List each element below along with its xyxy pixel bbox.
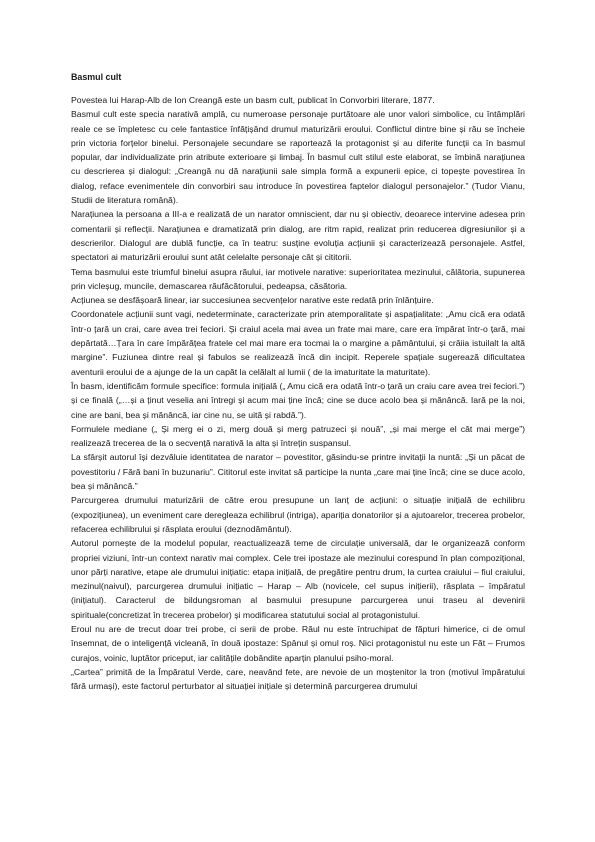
paragraph: „Cartea” primită de la Împăratul Verde, care, neavând fete, are nevoie de un moștenitor la tron (motivul împăratului fără urmași), este factorul perturbator al situației inițiale și determină parcurgerea drumului (71, 666, 525, 692)
paragraph: Formulele mediane („ Și merg ei o zi, merg două și merg patruzeci și nouă”, „și mai merge el cât mai merge”) realizează trecerea de la o secvență narativă la alta și întrețin suspansul. (71, 423, 525, 449)
paragraph: Tema basmului este triumful binelui asupra răului, iar motivele narative: superioritatea mezinului, călătoria, supunerea prin vicleșug, muncile, demascarea răufăcătorului, pedeapsa, căsătoria. (71, 266, 525, 291)
document-title: Basmul cult (71, 72, 122, 82)
paragraph: Narațiunea la persoana a III-a e realizată de un narator omniscient, dar nu și obiectiv, deoarece intervine adesea prin comentarii și reflecții. Narațiunea e dramatizată prin dialog, are ritm rapid, realizat prin reducerea digresiunilor și a descrierilor. Dialogul are dublă funcție, ca în teatru: susține evoluția acțiunii și caracterizează personajele. Astfel, spectatori ai maturizării eroului sunt atât celelalte personaje cât și cititorii. (71, 209, 525, 263)
paragraph: În basm, identificăm formule specifice: formula inițială („ Amu cică era odată într-o țară un craiu care avea trei feciori.”) și ce finală („…și a ținut veselia ani întregi și acum mai ține încă; cine se duce acolo bea și mănâncă. Iară pe la noi, cine are bani, bea și mănâncă, iar cine nu, se uită și rabdă.”). (71, 380, 525, 420)
paragraph: Coordonatele acțiunii sunt vagi, nedeterminate, caracterizate prin atemporalitate și aspațialitate: „Amu cică era odată într-o țară un crai, care avea trei feciori. Și craiul acela mai avea un frate mai mare, care era împărat într-o țară, mai depărtată…Țara în care împărățea fratele cel mai mare era tocmai la o margine a pământului, și crăiia istuilalt la altă margine”. Fuziunea dintre real și fabulos se realizează încă din incipit. Reperele spațiale sugerează dificultatea aventurii eroului de a ajunge de la un capăt la celălalt al lumii ( de la imaturitate la maturitate). (71, 309, 525, 377)
paragraph: Autorul pornește de la modelul popular, reactualizează teme de circulație universală, dar le organizează conform propriei viziuni, într-un context narativ mai complex. Cele trei ipostaze ale mezinului corespund în plan compozițional, unor părți narative, etape ale drumului inițiatic: etapa inițială, de pregătire pentru drum, la curtea craiului – fiul craiului, mezinul(naivul), parcurgerea drumului inițiatic – Harap – Alb (novicele, cel supus inițierii), răsplata – împăratul (inițiatul). Caracterul de bildungsroman al basmului presupune parcurgerea unui traseu al devenirii spirituale(concretizat în trecerea probelor) și modificarea statutului social al protagonistului. (71, 538, 525, 620)
paragraph: Eroul nu are de trecut doar trei probe, ci serii de probe. Răul nu este întruchipat de fãpturi himerice, ci de omul însemnat, de o inteligență vicleană, în două ipostaze: Spânul și omul roș. Nici protagonistul nu este un Făt – Frumos curajos, voinic, luptător priceput, iar calitățile dobândite aparțin planului psiho-moral. (71, 623, 525, 663)
paragraph: La sfârșit autorul își dezvăluie identitatea de narator – povestitor, găsindu-se printre invitații la nuntă: „Și un păcat de povestitoriu / Fără bani în buzunariu”. Cititorul este invitat să participe la nunta „care mai ține încă; cine se duce acolo, bea și mănâncă.” (71, 452, 525, 492)
paragraph: Povestea lui Harap-Alb de Ion Creangă este un basm cult, publicat în Convorbiri literare, 1877. (71, 95, 435, 105)
paragraph: Acțiunea se desfășoară linear, iar succesiunea secvențelor narative este redată prin înlănțuire. (71, 295, 434, 306)
paragraph: Parcurgerea drumului maturizării de către erou presupune un lanț de acțiuni: o situație inițială de echilibru (expozițiunea), un eveniment care deregleaza echilibrul (intriga), apariția donatorilor și a ajutoarelor, trecerea probelor, refacerea echilibrului și răsplata eroului (deznodământul). (71, 495, 525, 534)
paragraph: Basmul cult este specia narativă amplă, cu numeroase personaje purtătoare ale unor valori simbolice, cu întâmplări reale ce se împletesc cu cele fantastice înfățișând drumul maturizării eroului. Conflictul dintre bine și rău se încheie prin victoria forțelor binelui. Personajele secundare se raportează la protagonist și au diferite funcții ca în basmul popular, dar individualizate prin atribute exterioare și limbaj. În basmul cult stilul este elaborat, se îmbină narațiunea cu descrierea și dialogul: „Creangă nu dă narațiunii sale simpla formă a expunerii epice, ci topește povestirea în dialog, reface evenimentele din convorbiri sau introduce în povestirea faptelor dialogul personajelor.” (Tudor Vianu, Studii de literatura română). (71, 109, 525, 206)
